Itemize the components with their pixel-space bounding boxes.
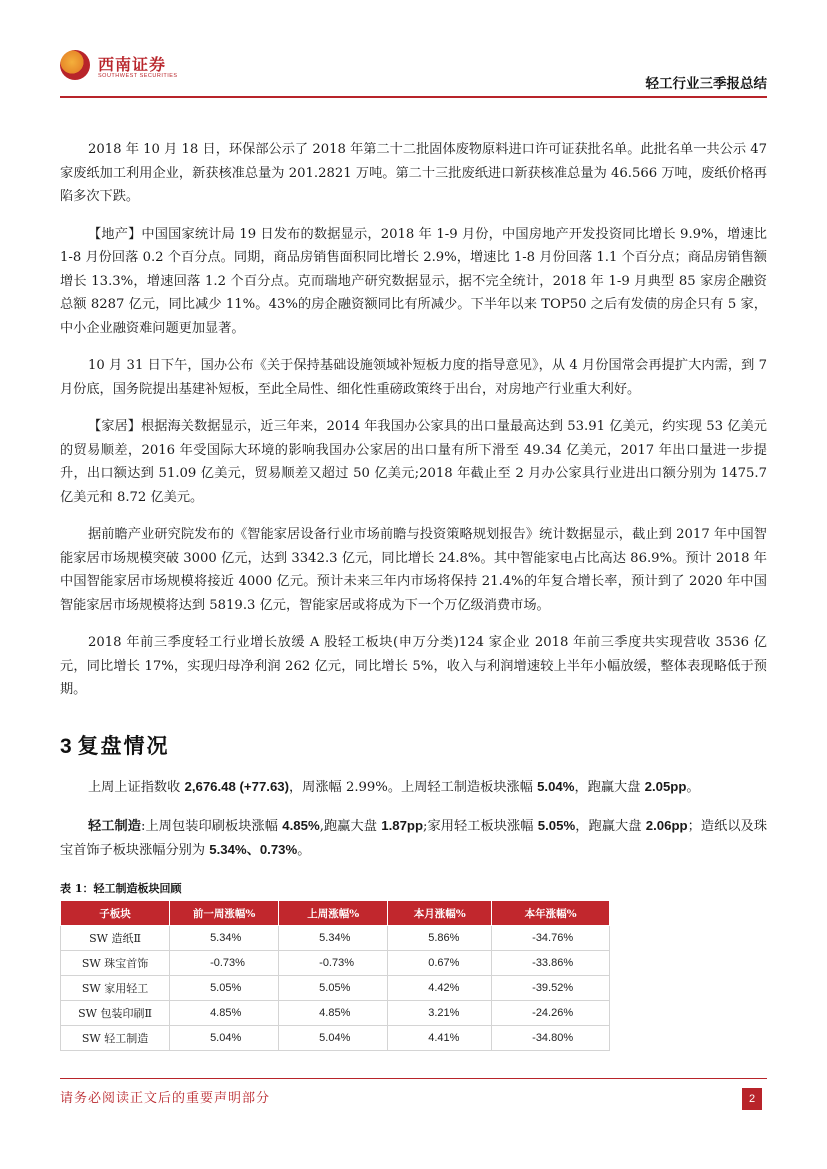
footer-divider xyxy=(60,1078,767,1079)
logo-name-cn: 西南证券 xyxy=(98,55,167,74)
logo-name-en: SOUTHWEST SECURITIES xyxy=(98,73,178,79)
table-header-cell: 上周涨幅% xyxy=(279,901,388,926)
page-number: 2 xyxy=(742,1088,762,1110)
table-cell: SW 包装印刷Ⅱ xyxy=(61,1001,170,1026)
paragraph-smart-home: 据前瞻产业研究院发布的《智能家居设备行业市场前瞻与投资策略规划报告》统计数据显示，截止到 2017 年中国智能家居市场规模突破 3000 亿元，达到 3342.3 亿元，同比增长 24.8%。其中智能家电占比高达 86.9%。预计 2018 年中国智能家居市场规模将接近 4000 亿元。预计未来三年内市场将保持 21.4%的年复合增长率，预计到了 2020 年中国智能家居市场规模将达到 5819.3 亿元，智能家居或将成为下一个万亿级消费市场。 xyxy=(60,527,767,613)
document-title: 轻工行业三季报总结 xyxy=(645,76,767,92)
table-cell: -34.76% xyxy=(492,926,610,951)
section-title: 复盘情况 xyxy=(77,733,170,758)
table-cell: 5.86% xyxy=(388,926,492,951)
company-logo-icon xyxy=(60,50,90,80)
table-cell: 4.85% xyxy=(279,1001,388,1026)
header-divider xyxy=(60,96,767,98)
table-cell: 5.34% xyxy=(170,926,279,951)
table-cell: 4.42% xyxy=(388,976,492,1001)
section-number: 3 xyxy=(60,735,72,758)
table-row xyxy=(61,1026,610,1051)
table-header-cell: 前一周涨幅% xyxy=(170,901,279,926)
table-cell: 5.04% xyxy=(279,1026,388,1051)
table-header-cell: 子板块 xyxy=(61,901,170,926)
table-cell: 5.04% xyxy=(170,1026,279,1051)
table-cell: -0.73% xyxy=(279,951,388,976)
paragraph-real-estate: 【地产】中国国家统计局 19 日发布的数据显示，2018 年 1-9 月份，中国房地产开发投资同比增长 9.9%，增速比 1-8 月份回落 0.2 个百分点。同期，商品房销售面积同比增长 2.9%，增速比 1-8 月份回落 1.1 个百分点；商品房销售额增长 13.3%，增速回落 1.2 个百分点。克而瑞地产研究数据显示，据不完全统计，2018 年 1-9 月典型 85 家房企融资总额 8287 亿元，同比减少 11%。43%的房企融资额同比有所减少。下半年以来 TOP50 之后有发债的房企只有 5 家，中小企业融资难问题更加显著。 xyxy=(60,226,767,336)
table-header-cell: 本月涨幅% xyxy=(388,901,492,926)
table-caption: 表 1：轻工制造板块回顾 xyxy=(60,882,182,895)
sector-review-table xyxy=(60,900,610,1051)
paragraph-infrastructure-policy: 10 月 31 日下午，国办公布《关于保持基础设施领域补短板力度的指导意见》，从 4 月份国常会再提扩大内需，到 7 月份底，国务院提出基建补短板，至此全局性、细化性重磅政策终于出台，对房地产行业重大利好。 xyxy=(60,358,767,397)
paragraph-furniture-export: 【家居】根据海关数据显示，近三年来，2014 年我国办公家具的出口量最高达到 53.91 亿美元，约实现 53 亿美元的贸易顺差，2016 年受国际大环境的影响我国办公家居的出口量有所下滑至 49.34 亿美元，2017 年出口量进一步提升，出口额达到 51.09 亿美元，贸易顺差又超过 50 亿美元;2018 年截止至 2 月办公家具行业进出口额分别为 1475.7 亿美元和 8.72 亿美元。 xyxy=(60,419,767,505)
table-cell: 0.67% xyxy=(388,951,492,976)
table-cell: -34.80% xyxy=(492,1026,610,1051)
table-cell: 4.41% xyxy=(388,1026,492,1051)
table-row xyxy=(61,926,610,951)
page-header xyxy=(60,44,767,94)
section-heading xyxy=(60,730,170,760)
table-cell: SW 造纸Ⅱ xyxy=(61,926,170,951)
table-row xyxy=(61,951,610,976)
table-cell: -24.26% xyxy=(492,1001,610,1026)
table-cell: 5.05% xyxy=(170,976,279,1001)
table-cell: SW 家用轻工 xyxy=(61,976,170,1001)
paragraph-subsector-review: 轻工制造:上周包装印刷板块涨幅 4.85%,跑赢大盘 1.87pp;家用轻工板块涨幅 5.05%，跑赢大盘 2.06pp；造纸以及珠宝首饰子板块涨幅分别为 5.34%、0.73%。 xyxy=(60,817,768,858)
paragraph-q3-summary: 2018 年前三季度轻工行业增长放缓 A 股轻工板块(申万分类)124 家企业 2018 年前三季度共实现营收 3536 亿元，同比增长 17%，实现归母净利润 262 亿元，同比增长 5%，收入与利润增速较上半年小幅放缓，整体表现略低于预期。 xyxy=(60,635,767,697)
review-text xyxy=(60,775,767,877)
table-cell: 5.05% xyxy=(279,976,388,1001)
table-cell: -0.73% xyxy=(170,951,279,976)
footer-disclaimer: 请务必阅读正文后的重要声明部分 xyxy=(60,1091,271,1106)
table-header-cell: 本年涨幅% xyxy=(492,901,610,926)
paragraph-waste-paper: 2018 年 10 月 18 日，环保部公示了 2018 年第二十二批固体废物原料进口许可证获批名单。此批名单一共公示 47 家废纸加工利用企业，新获核准总量为 201.2821 万吨。第二十三批废纸进口新获核准总量为 46.566 万吨，废纸价格再陷多次下跌。 xyxy=(60,142,767,204)
table-cell: 5.34% xyxy=(279,926,388,951)
table-header-row xyxy=(61,901,610,926)
table-cell: 4.85% xyxy=(170,1001,279,1026)
table-cell: 3.21% xyxy=(388,1001,492,1026)
table-cell: -33.86% xyxy=(492,951,610,976)
paragraph-market-review: 上周上证指数收 2,676.48 (+77.63)，周涨幅 2.99%。上周轻工制造板块涨幅 5.04%，跑赢大盘 2.05pp。 xyxy=(88,779,700,795)
table-row xyxy=(61,1001,610,1026)
table-cell: SW 珠宝首饰 xyxy=(61,951,170,976)
body-text xyxy=(60,138,767,716)
table-cell: -39.52% xyxy=(492,976,610,1001)
table-cell: SW 轻工制造 xyxy=(61,1026,170,1051)
table-row xyxy=(61,976,610,1001)
